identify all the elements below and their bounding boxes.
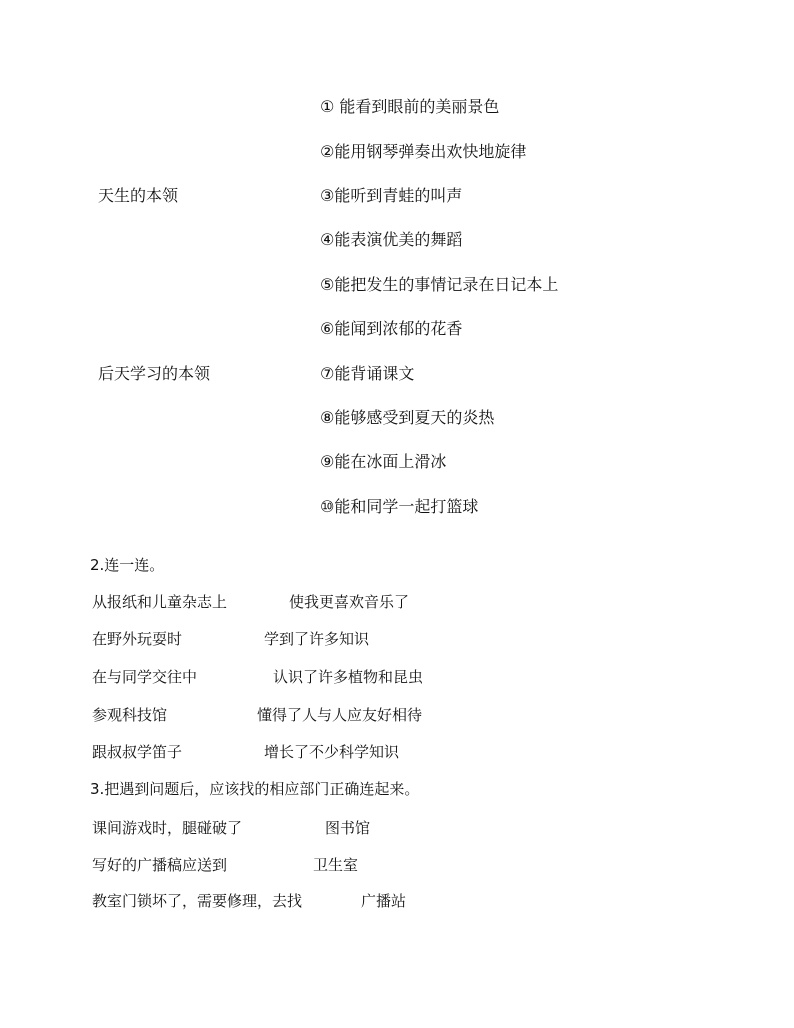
section-3-left-1: 课间游戏时，腿碰破了 [92,819,243,837]
section-2-left-2: 在野外玩耍时 [92,630,183,648]
ability-item-6: ⑥能闻到浓郁的花香 [320,319,463,338]
ability-item-4: ④能表演优美的舞蹈 [320,230,463,249]
ability-item-8: ⑧能够感受到夏天的炎热 [320,408,495,427]
ability-item-1: ① 能看到眼前的美丽景色 [320,97,500,116]
ability-item-7: ⑦能背诵课文 [320,364,415,383]
section-2-right-4: 懂得了人与人应友好相待 [257,706,423,724]
ability-item-9: ⑨能在冰面上滑冰 [320,452,447,471]
section-3-right-1: 图书馆 [325,819,371,837]
section-2-right-3: 认识了许多植物和昆虫 [273,668,424,686]
ability-item-2: ②能用钢琴弹奏出欢快地旋律 [320,142,527,161]
ability-item-10: ⑩能和同学一起打篮球 [320,497,479,516]
section-2-left-4: 参观科技馆 [92,706,168,724]
section-2-left-1: 从报纸和儿童杂志上 [92,593,228,611]
category-innate: 天生的本领 [98,186,179,205]
section-3-right-3: 广播站 [361,892,407,910]
ability-item-3: ③能听到青蛙的叫声 [320,186,463,205]
section-2-right-5: 增长了不少科学知识 [264,743,400,761]
section-2-title: 2.连一连。 [90,556,165,574]
section-2-left-5: 跟叔叔学笛子 [92,743,183,761]
section-3-title: 3.把遇到问题后，应该找的相应部门正确连起来。 [90,780,420,798]
section-2-right-2: 学到了许多知识 [264,630,370,648]
section-3-right-2: 卫生室 [313,856,359,874]
category-learned: 后天学习的本领 [98,364,211,383]
ability-item-5: ⑤能把发生的事情记录在日记本上 [320,275,559,294]
section-3-left-2: 写好的广播稿应送到 [92,856,228,874]
section-2-right-1: 使我更喜欢音乐了 [289,593,410,611]
section-3-left-3: 教室门锁坏了，需要修理，去找 [92,892,303,910]
section-2-left-3: 在与同学交往中 [92,668,198,686]
